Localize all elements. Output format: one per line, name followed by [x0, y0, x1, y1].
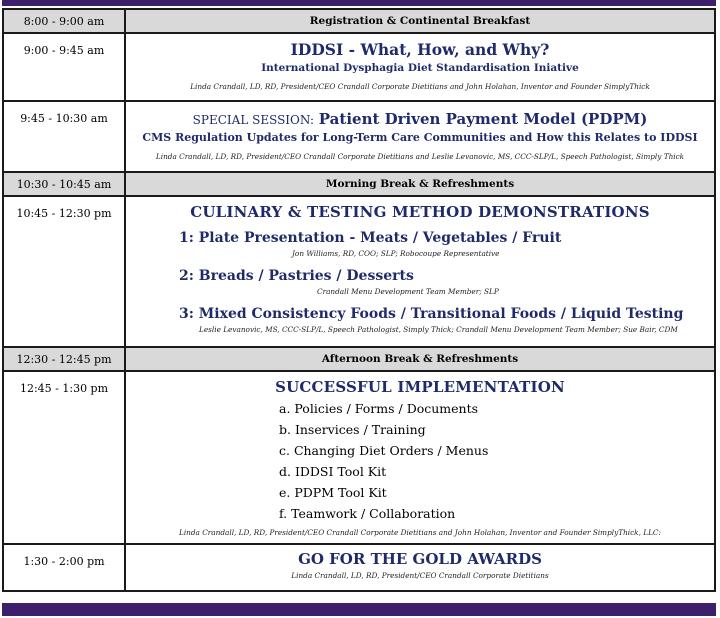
row-time: 12:30 - 12:45 pm	[3, 347, 125, 371]
demo-item	[126, 268, 714, 296]
demo-item	[126, 230, 714, 258]
session-subtitle: International Dysphagia Diet Standardisation Iniative	[261, 62, 579, 74]
list-item: f. Teamwork / Collaboration	[279, 506, 456, 521]
row-time: 12:45 - 1:30 pm	[19, 382, 109, 395]
implementation-list	[126, 398, 714, 524]
bottom-banner-bar	[2, 603, 716, 616]
demo-speakers: Jon Williams, RD, COO; SLP; Robocoupe Representative	[292, 249, 500, 258]
special-session-heading	[126, 110, 714, 128]
break-label: Registration & Continental Breakfast	[125, 9, 715, 33]
list-item: b. Inservices / Training	[279, 422, 426, 437]
list-item: d. IDDSI Tool Kit	[279, 464, 387, 479]
row-time: 9:45 - 10:30 am	[20, 112, 108, 125]
session-speakers: Linda Crandall, LD, RD, President/CEO Crandall Corporate Dietitians	[291, 571, 549, 580]
agenda-row-pdpm	[3, 101, 715, 172]
break-label: Afternoon Break & Refreshments	[125, 347, 715, 371]
session-speakers: Linda Crandall, LD, RD, President/CEO Crandall Corporate Dietitians and John Holahan, Inventor and Founder SimplyThick	[190, 82, 650, 91]
demo-speakers: Crandall Menu Development Team Member; SLP	[317, 287, 499, 296]
agenda-row-demonstrations	[3, 196, 715, 347]
demo-title: 3: Mixed Consistency Foods / Transitional Foods / Liquid Testing	[179, 306, 684, 322]
list-item: c. Changing Diet Orders / Menus	[279, 443, 489, 458]
break-label: Morning Break & Refreshments	[125, 172, 715, 196]
session-speakers: Linda Crandall, LD, RD, President/CEO Crandall Corporate Dietitians and John Holahan, Inventor and Founder SimplyThick, LLC:	[179, 528, 661, 537]
agenda-row-gold-awards	[3, 544, 715, 591]
demo-item	[126, 306, 714, 334]
top-banner-bar	[2, 0, 716, 6]
session-title: CULINARY & TESTING METHOD DEMONSTRATIONS	[190, 203, 650, 221]
row-time: 1:30 - 2:00 pm	[23, 555, 105, 568]
session-speakers: Linda Crandall, LD, RD, President/CEO Crandall Corporate Dietitians and Leslie Levanovic, MS, CCC-SLP/L, Speech Pathologist, Simply Thick	[155, 152, 685, 161]
list-item: e. PDPM Tool Kit	[279, 485, 387, 500]
agenda-row-morning-break	[3, 172, 715, 196]
agenda-row-iddsi	[3, 33, 715, 101]
row-time: 10:30 - 10:45 am	[3, 172, 125, 196]
agenda-table	[2, 8, 716, 592]
row-time: 8:00 - 9:00 am	[3, 9, 125, 33]
row-time: 9:00 - 9:45 am	[23, 44, 105, 57]
session-title: Patient Driven Payment Model (PDPM)	[318, 110, 648, 128]
session-title: GO FOR THE GOLD AWARDS	[298, 550, 542, 568]
agenda-row-implementation	[3, 371, 715, 544]
demo-title: 1: Plate Presentation - Meats / Vegetables / Fruit	[179, 230, 562, 246]
row-time: 10:45 - 12:30 pm	[16, 207, 112, 220]
list-item: a. Policies / Forms / Documents	[279, 401, 479, 416]
session-title: IDDSI - What, How, and Why?	[290, 40, 550, 59]
session-title: SUCCESSFUL IMPLEMENTATION	[275, 378, 565, 396]
agenda-row-afternoon-break	[3, 347, 715, 371]
agenda-row-registration	[3, 9, 715, 33]
session-subtitle: CMS Regulation Updates for Long-Term Care Communities and How this Relates to IDDSI	[142, 131, 698, 144]
demo-title: 2: Breads / Pastries / Desserts	[179, 268, 414, 284]
demo-speakers: Leslie Levanovic, MS, CCC-SLP/L, Speech Pathologist, Simply Thick; Crandall Menu Development Team Member; Sue Bair, CDM	[199, 325, 678, 334]
special-session-label: SPECIAL SESSION:	[192, 113, 315, 127]
